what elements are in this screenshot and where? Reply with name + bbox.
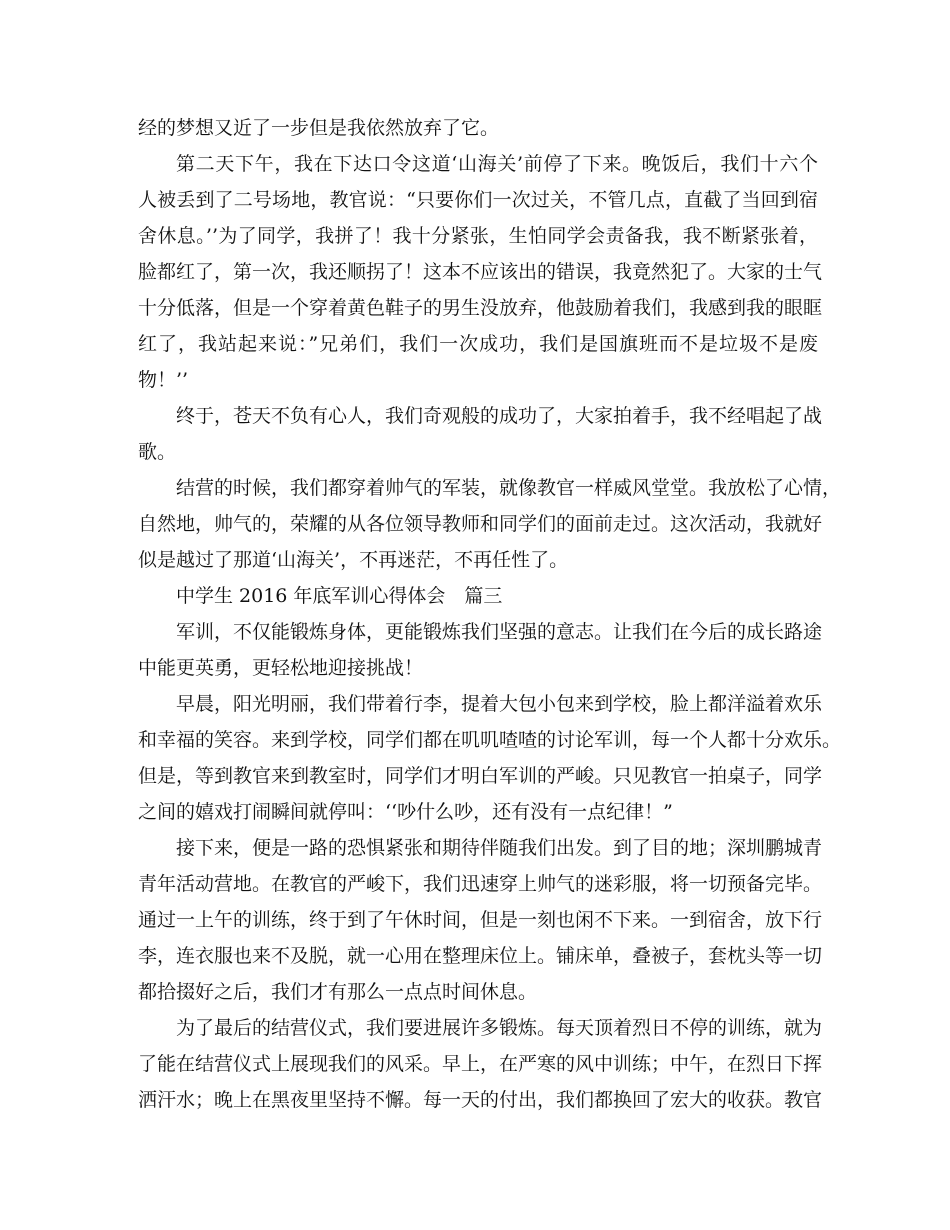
text-line: 舍休息。’’为了同学，我拼了！我十分紧张，生怕同学会责备我，我不断紧张着， bbox=[138, 225, 818, 247]
text-line: 红了，我站起来说：”兄弟们，我们一次成功，我们是国旗班而不是垃圾不是废 bbox=[138, 333, 818, 355]
text-line: 人被丢到了二号场地，教官说：“只要你们一次过关，不管几点，直截了当回到宿 bbox=[138, 189, 818, 211]
text-line: 脸都红了，第一次，我还顺拐了！这本不应该出的错误，我竟然犯了。大家的士气 bbox=[138, 261, 823, 283]
text-line: 经的梦想又近了一步但是我依然放弃了它。 bbox=[138, 117, 500, 139]
text-line: 李，连衣服也来不及脱，就一心用在整理床位上。铺床单，叠被子，套枕头等一切 bbox=[138, 945, 823, 967]
paragraph-start-line: 第二天下午，我在下达口令这道‘山海关’前停了下来。晚饭后，我们十六个 bbox=[176, 153, 818, 175]
text-line: 物！’’ bbox=[138, 369, 189, 391]
text-line: 歌。 bbox=[138, 441, 177, 463]
text-line: 十分低落，但是一个穿着黄色鞋子的男生没放弃，他鼓励着我们，我感到我的眼眶 bbox=[138, 297, 823, 319]
paragraph-start-line: 早晨，阳光明丽，我们带着行李，提着大包小包来到学校，脸上都洋溢着欢乐 bbox=[176, 693, 823, 715]
text-line: 似是越过了那道‘山海关’，不再迷茫，不再任性了。 bbox=[138, 549, 569, 571]
text-line: 都拾掇好之后，我们才有那么一点点时间休息。 bbox=[138, 981, 538, 1003]
text-line: 但是，等到教官来到教室时，同学们才明白军训的严峻。只见教官一拍桌子，同学 bbox=[138, 765, 823, 787]
paragraph-start-line: 为了最后的结营仪式，我们要进展许多锻炼。每天顶着烈日不停的训练，就为 bbox=[176, 1017, 823, 1039]
text-line: 青年活动营地。在教官的严峻下，我们迅速穿上帅气的迷彩服，将一切预备完毕。 bbox=[138, 873, 823, 895]
paragraph-start-line: 终于，苍天不负有心人，我们奇观般的成功了，大家拍着手，我不经唱起了战 bbox=[176, 405, 823, 427]
section-heading: 中学生 2016 年底军训心得体会 篇三 bbox=[176, 585, 503, 607]
paragraph-start-line: 军训，不仅能锻炼身体，更能锻炼我们坚强的意志。让我们在今后的成长路途 bbox=[176, 621, 823, 643]
text-line: 中能更英勇，更轻松地迎接挑战！ bbox=[138, 657, 424, 679]
text-line: 自然地，帅气的，荣耀的从各位领导教师和同学们的面前走过。这次活动，我就好 bbox=[138, 513, 823, 535]
paragraph-start-line: 结营的时候，我们都穿着帅气的军装，就像教官一样威风堂堂。我放松了心情， bbox=[176, 477, 842, 499]
text-line: 了能在结营仪式上展现我们的风采。早上，在严寒的风中训练；中午，在烈日下挥 bbox=[138, 1053, 823, 1075]
text-line: 洒汗水；晚上在黑夜里坚持不懈。每一天的付出，我们都换回了宏大的收获。教官 bbox=[138, 1089, 823, 1111]
text-line: 之间的嬉戏打闹瞬间就停叫：‘‘吵什么吵，还有没有一点纪律！” bbox=[138, 801, 673, 823]
text-line: 和幸福的笑容。来到学校，同学们都在叽叽喳喳的讨论军训，每一个人都十分欢乐。 bbox=[138, 729, 842, 751]
paragraph-start-line: 接下来，便是一路的恐惧紧张和期待伴随我们出发。到了目的地；深圳鹏城青 bbox=[176, 837, 823, 859]
text-line: 通过一上午的训练，终于到了午休时间，但是一刻也闲不下来。一到宿舍，放下行 bbox=[138, 909, 823, 931]
